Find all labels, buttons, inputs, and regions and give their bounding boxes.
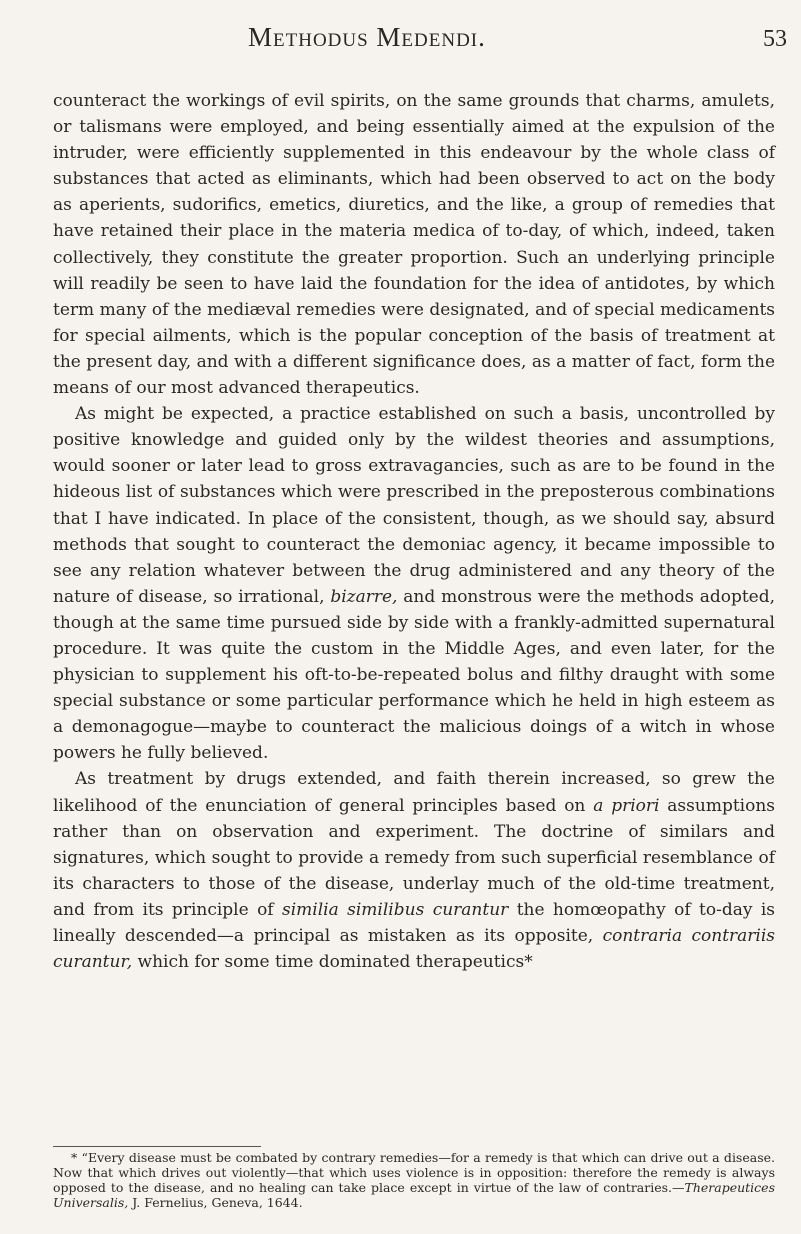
body-text: [53, 88, 775, 975]
paragraph-2-emphasis: bizarre,: [330, 586, 398, 607]
paragraph-2-text-a: As might be expected, a practice established on such a basis, uncontrolled by positive knowledge and guided only by the wildest theories and assumptions, would sooner or later lead to gross extravagancies, such as are to be found in the hideous list of substances which were prescribed in the preposterous combinations that I have indicated. In place of the consistent, though, as we should say, absurd methods that sought to counteract the demoniac agency, it became impossible to see any relation whatever between the drug administered and any theory of the nature of disease, so irrational,: [53, 404, 775, 607]
paragraph-3: [53, 766, 775, 975]
paragraph-3-emphasis-2: similia similibus curantur: [282, 899, 509, 920]
paragraph-3-emphasis-3: contraria contrariis curantur,: [53, 926, 776, 973]
paragraph-3-emphasis-1: a priori: [593, 795, 660, 816]
page-header: [0, 22, 801, 62]
footnote-emphasis: Therapeutices Universalis,: [53, 1180, 775, 1210]
paragraph-3-text-a: As treatment by drugs extended, and faith therein increased, so grew the likelihood of the enunciation of general principles based on: [53, 769, 775, 816]
paragraph-1: counteract the workings of evil spirits, on the same grounds that charms, amulets, or talismans were employed, and being essentially aimed at the expulsion of the intruder, were efficiently supplemented in this endeavour by the whole class of substances that acted as eliminants, which had been observed to act on the body as aperients, sudorifics, emetics, diuretics, and the like, a group of remedies that have retained their place in the materia medica of to-day, of which, indeed, taken collectively, they constitute the greater proportion. Such an underlying principle will readily be seen to have laid the foundation for the idea of antidotes, by which term many of the mediæval remedies were designated, and of special medicaments for special ailments, which is the popular conception of the basis of treatment at the present day, and with a different significance does, as a matter of fact, form the means of our most advanced therapeutics.: [53, 91, 775, 399]
paragraph-3-text-c: the homœopathy of to-day is lineally descended—a principal as mistaken as its opposite,: [53, 899, 776, 946]
footnote-rule: [53, 1146, 261, 1147]
page-number: 53: [763, 26, 787, 52]
footnote-text-b: J. Fernelius, Geneva, 1644.: [132, 1195, 303, 1210]
paragraph-2-text-b: and monstrous were the methods adopted, though at the same time pursued side by side with a frankly-admitted supernatural procedure. It was quite the custom in the Middle Ages, and even later, for the physician to supplement his oft-to-be-repeated bolus and filthy draught with some special substance or some particular performance which he held in high esteem as a demonagogue—maybe to counteract the malicious doings of a witch in whose powers he fully believed.: [53, 586, 776, 764]
paragraph-2: [53, 401, 775, 766]
paragraph-3-text-d: which for some time dominated therapeutics*: [137, 952, 533, 973]
paragraph-3-text-b: assumptions rather than on observation and experiment. The doctrine of similars and signatures, which sought to provide a remedy from such superficial resemblance of its characters to those of the disease, underlay much of the old-time treatment, and from its principle of: [53, 795, 776, 920]
footnote-text-a: * “Every disease must be combated by contrary remedies—for a remedy is that which can drive out a disease. Now that which drives out violently—that which uses violence is in opposition: therefore the remedy is always opposed to the disease, and no healing can take place except in virtue of the law of contraries.—: [53, 1150, 775, 1195]
footnote: [53, 1150, 775, 1210]
running-title: Methodus Medendi.: [248, 22, 486, 52]
